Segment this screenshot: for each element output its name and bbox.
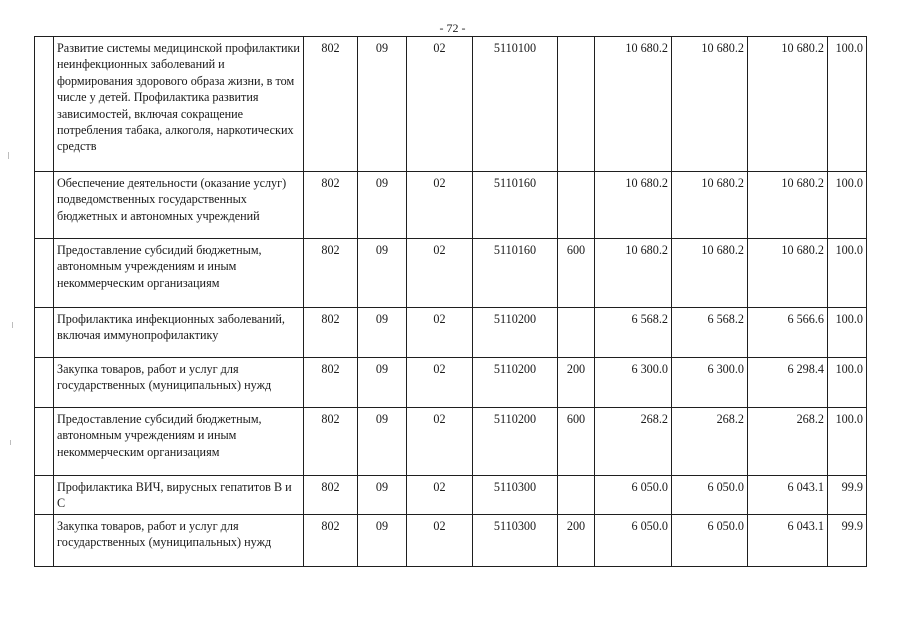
ministry-code-cell: 802 [304,514,358,566]
target-article-cell: 5110100 [473,37,558,172]
section-code-cell: 09 [358,172,407,239]
expense-type-cell [558,308,595,358]
expense-type-cell: 600 [558,408,595,476]
blank-cell [35,476,54,515]
table-row [35,172,867,239]
section-code-cell: 09 [358,408,407,476]
refined-amount-cell: 6 050.0 [672,514,748,566]
target-article-cell: 5110160 [473,172,558,239]
subsection-code-cell: 02 [407,476,473,515]
subsection-code-cell: 02 [407,239,473,308]
section-code-cell: 09 [358,37,407,172]
ministry-code-cell: 802 [304,476,358,515]
ministry-code-cell: 802 [304,37,358,172]
approved-amount-cell: 10 680.2 [595,172,672,239]
executed-amount-cell: 6 043.1 [748,476,828,515]
blank-cell [35,172,54,239]
expense-type-cell: 200 [558,358,595,408]
subsection-code-cell: 02 [407,408,473,476]
target-article-cell: 5110300 [473,476,558,515]
percent-cell: 100.0 [828,239,867,308]
expense-type-cell: 200 [558,514,595,566]
percent-cell: 99.9 [828,476,867,515]
approved-amount-cell: 6 300.0 [595,358,672,408]
section-code-cell: 09 [358,239,407,308]
executed-amount-cell: 10 680.2 [748,172,828,239]
subsection-code-cell: 02 [407,172,473,239]
executed-amount-cell: 268.2 [748,408,828,476]
blank-cell [35,408,54,476]
refined-amount-cell: 268.2 [672,408,748,476]
approved-amount-cell: 268.2 [595,408,672,476]
ministry-code-cell: 802 [304,358,358,408]
approved-amount-cell: 10 680.2 [595,37,672,172]
budget-table [34,36,867,567]
refined-amount-cell: 10 680.2 [672,239,748,308]
ministry-code-cell: 802 [304,308,358,358]
table-row [35,358,867,408]
section-code-cell: 09 [358,308,407,358]
target-article-cell: 5110300 [473,514,558,566]
scan-artifact [12,322,13,328]
expense-type-cell [558,476,595,515]
page-number: - 72 - [439,21,466,35]
blank-cell [35,37,54,172]
scan-artifact [8,152,9,159]
percent-cell: 100.0 [828,172,867,239]
section-code-cell: 09 [358,514,407,566]
blank-cell [35,239,54,308]
target-article-cell: 5110200 [473,358,558,408]
target-article-cell: 5110160 [473,239,558,308]
subsection-code-cell: 02 [407,308,473,358]
executed-amount-cell: 6 566.6 [748,308,828,358]
approved-amount-cell: 6 050.0 [595,476,672,515]
percent-cell: 100.0 [828,308,867,358]
section-code-cell: 09 [358,476,407,515]
refined-amount-cell: 10 680.2 [672,172,748,239]
executed-amount-cell: 6 298.4 [748,358,828,408]
expense-type-cell [558,37,595,172]
ministry-code-cell: 802 [304,408,358,476]
table-row [35,476,867,515]
approved-amount-cell: 6 050.0 [595,514,672,566]
table-row [35,239,867,308]
target-article-cell: 5110200 [473,408,558,476]
scan-artifact [10,440,11,445]
target-article-cell: 5110200 [473,308,558,358]
item-name-cell: Обеспечение деятельности (оказание услуг) подведомственных государственных бюджетных и автономных учреждений [54,172,304,239]
blank-cell [35,358,54,408]
refined-amount-cell: 6 050.0 [672,476,748,515]
executed-amount-cell: 10 680.2 [748,239,828,308]
table-row [35,308,867,358]
item-name-cell: Профилактика инфекционных заболеваний, включая иммунопрофилактику [54,308,304,358]
item-name-cell: Развитие системы медицинской профилактики неинфекционных заболеваний и формирования здорового образа жизни, в том числе у детей. Профилактика развития зависимостей, включая сокращение потребления табака, алкоголя, наркотических средств [54,37,304,172]
table-row [35,408,867,476]
item-name-cell: Закупка товаров, работ и услуг для государственных (муниципальных) нужд [54,358,304,408]
approved-amount-cell: 10 680.2 [595,239,672,308]
item-name-cell: Профилактика ВИЧ, вирусных гепатитов В и С [54,476,304,515]
percent-cell: 100.0 [828,37,867,172]
refined-amount-cell: 6 568.2 [672,308,748,358]
ministry-code-cell: 802 [304,239,358,308]
item-name-cell: Закупка товаров, работ и услуг для государственных (муниципальных) нужд [54,514,304,566]
blank-cell [35,514,54,566]
item-name-cell: Предоставление субсидий бюджетным, автономным учреждениям и иным некоммерческим организациям [54,239,304,308]
item-name-cell: Предоставление субсидий бюджетным, автономным учреждениям и иным некоммерческим организациям [54,408,304,476]
subsection-code-cell: 02 [407,37,473,172]
subsection-code-cell: 02 [407,514,473,566]
refined-amount-cell: 10 680.2 [672,37,748,172]
table-row [35,514,867,566]
executed-amount-cell: 10 680.2 [748,37,828,172]
subsection-code-cell: 02 [407,358,473,408]
ministry-code-cell: 802 [304,172,358,239]
percent-cell: 100.0 [828,408,867,476]
executed-amount-cell: 6 043.1 [748,514,828,566]
section-code-cell: 09 [358,358,407,408]
percent-cell: 99.9 [828,514,867,566]
percent-cell: 100.0 [828,358,867,408]
expense-type-cell [558,172,595,239]
blank-cell [35,308,54,358]
expense-type-cell: 600 [558,239,595,308]
table-row [35,37,867,172]
approved-amount-cell: 6 568.2 [595,308,672,358]
refined-amount-cell: 6 300.0 [672,358,748,408]
